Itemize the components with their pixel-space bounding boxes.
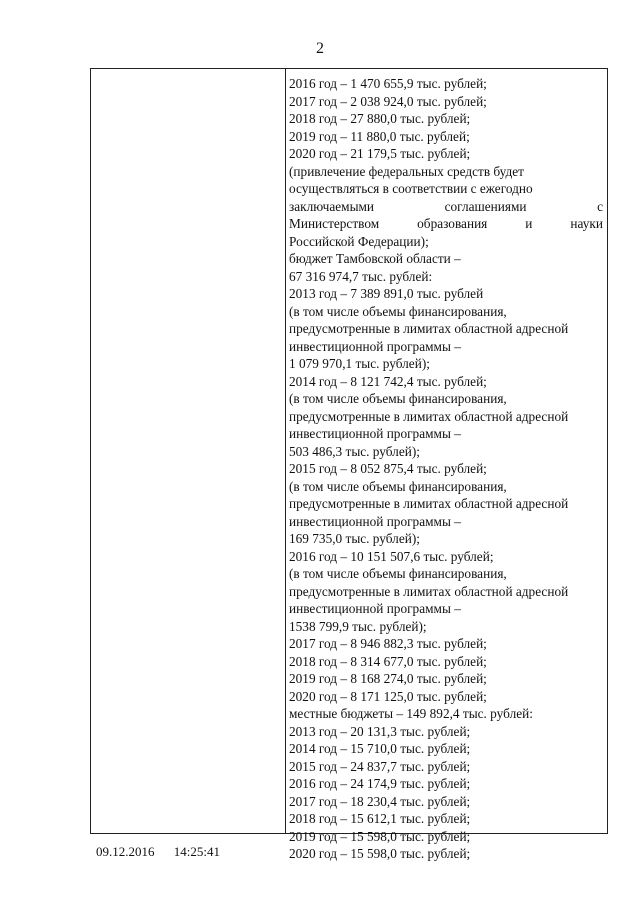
funding-line: 169 735,0 тыс. рублей); <box>289 531 420 546</box>
funding-line: 2014 год – 15 710,0 тыс. рублей; <box>289 741 471 756</box>
funding-line: 2016 год – 1 470 655,9 тыс. рублей; <box>289 76 487 91</box>
funding-line: осуществляться в соответствии с ежегодно <box>289 181 533 196</box>
funding-line: 2019 год – 11 880,0 тыс. рублей; <box>289 128 470 144</box>
funding-line: 2020 год – 8 171 125,0 тыс. рублей; <box>289 688 487 704</box>
funding-line: 2013 год – 20 131,3 тыс. рублей; <box>289 723 471 739</box>
funding-line: 2017 год – 18 230,4 тыс. рублей; <box>289 793 471 809</box>
funding-line: инвестиционной программы – <box>289 513 461 529</box>
funding-line: 2016 год – 10 151 507,6 тыс. рублей; <box>289 548 494 564</box>
funding-line: 1538 799,9 тыс. рублей); <box>289 618 427 634</box>
funding-line: 2015 год – 8 052 875,4 тыс. рублей; <box>289 461 487 476</box>
funding-line: (в том числе объемы финансирования, <box>289 391 507 406</box>
footer-time: 14:25:41 <box>173 844 220 859</box>
funding-line: бюджет Тамбовской области – <box>289 251 461 266</box>
funding-line: 2015 год – 24 837,7 тыс. рублей; <box>289 758 471 774</box>
funding-line: 503 486,3 тыс. рублей); <box>289 443 420 459</box>
funding-line: 2018 год – 27 880,0 тыс. рублей; <box>289 111 471 126</box>
funding-text-cell <box>289 75 603 863</box>
funding-line-word: Министерством <box>289 216 380 231</box>
funding-line: предусмотренные в лимитах областной адресной <box>289 496 569 511</box>
funding-line: 2017 год – 8 946 882,3 тыс. рублей; <box>289 636 487 651</box>
funding-line: предусмотренные в лимитах областной адресной <box>289 408 569 424</box>
funding-line <box>289 215 603 233</box>
funding-line: (в том числе объемы финансирования, <box>289 566 507 581</box>
funding-line-word: науки <box>570 216 603 231</box>
funding-line: предусмотренные в лимитах областной адресной <box>289 321 569 336</box>
column-divider <box>285 69 286 833</box>
funding-line: предусмотренные в лимитах областной адресной <box>289 583 569 599</box>
footer-date: 09.12.2016 <box>96 844 155 859</box>
funding-line: инвестиционной программы – <box>289 601 461 616</box>
funding-line: 2019 год – 8 168 274,0 тыс. рублей; <box>289 671 487 686</box>
funding-line: 2020 год – 21 179,5 тыс. рублей; <box>289 146 471 161</box>
funding-line: инвестиционной программы – <box>289 426 461 441</box>
funding-line: 2017 год – 2 038 924,0 тыс. рублей; <box>289 93 487 109</box>
funding-line: 67 316 974,7 тыс. рублей: <box>289 268 433 284</box>
funding-line: (в том числе объемы финансирования, <box>289 478 507 494</box>
funding-line: 2013 год – 7 389 891,0 тыс. рублей <box>289 286 484 301</box>
funding-line-word: соглашениями <box>444 198 527 214</box>
funding-line: 2018 год – 8 314 677,0 тыс. рублей; <box>289 653 487 669</box>
funding-line-word: с <box>597 198 603 214</box>
funding-line: Российской Федерации); <box>289 233 429 249</box>
funding-line: 2019 год – 15 598,0 тыс. рублей; <box>289 828 471 844</box>
funding-line: (привлечение федеральных средств будет <box>289 163 524 179</box>
document-footer <box>96 844 236 860</box>
funding-line-word: образования <box>417 216 488 231</box>
funding-line: (в том числе объемы финансирования, <box>289 303 507 319</box>
funding-line: 1 079 970,1 тыс. рублей); <box>289 356 430 371</box>
funding-line-word: и <box>525 216 533 231</box>
page-number: 2 <box>316 40 324 57</box>
funding-line-word: заключаемыми <box>289 198 375 214</box>
funding-line: местные бюджеты – 149 892,4 тыс. рублей: <box>289 706 533 721</box>
funding-line: 2016 год – 24 174,9 тыс. рублей; <box>289 776 471 791</box>
funding-line: 2020 год – 15 598,0 тыс. рублей; <box>289 846 471 861</box>
funding-line: 2014 год – 8 121 742,4 тыс. рублей; <box>289 373 487 389</box>
funding-line: 2018 год – 15 612,1 тыс. рублей; <box>289 811 471 826</box>
funding-line <box>289 198 603 216</box>
funding-line: инвестиционной программы – <box>289 338 461 354</box>
